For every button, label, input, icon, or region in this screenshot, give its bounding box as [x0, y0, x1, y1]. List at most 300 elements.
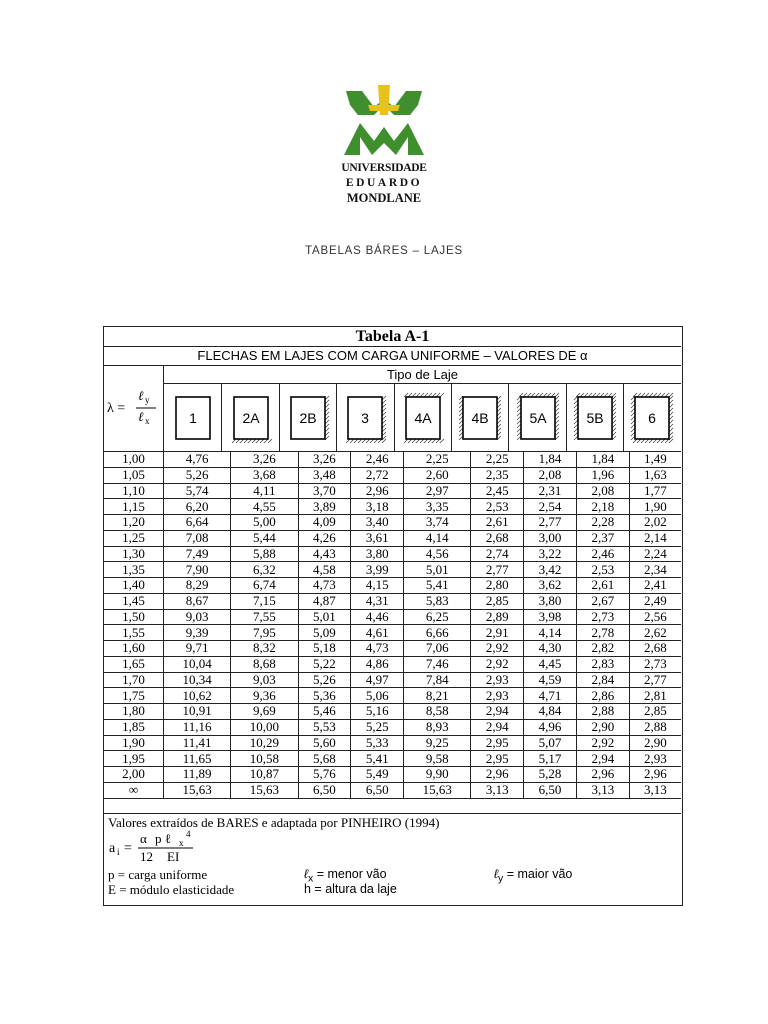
alpha-value-cell: 2,90: [576, 719, 629, 735]
alpha-value-cell: 4,46: [351, 609, 404, 625]
alpha-value-cell: 5,33: [351, 735, 404, 751]
alpha-value-cell: 2,46: [351, 452, 404, 468]
alpha-value-cell: 2,73: [576, 609, 629, 625]
alpha-value-cell: 1,84: [524, 452, 577, 468]
alpha-value-cell: 2,92: [576, 735, 629, 751]
alpha-value-cell: 5,49: [351, 767, 404, 783]
lambda-value-cell: 1,85: [104, 719, 164, 735]
slab-type-label: 6: [648, 410, 657, 426]
alpha-value-cell: 4,87: [298, 593, 351, 609]
alpha-value-cell: 3,68: [231, 467, 298, 483]
alpha-value-cell: 9,58: [404, 751, 471, 767]
alpha-value-cell: 4,73: [298, 578, 351, 594]
alpha-value-cell: 4,56: [404, 546, 471, 562]
alpha-value-cell: 2,73: [629, 656, 681, 672]
alpha-value-cell: 2,77: [629, 672, 681, 688]
alpha-value-cell: 4,73: [351, 641, 404, 657]
alpha-value-cell: 9,69: [231, 704, 298, 720]
lambda-value-cell: 1,10: [104, 483, 164, 499]
lambda-value-cell: ∞: [104, 782, 164, 798]
alpha-value-cell: 5,09: [298, 625, 351, 641]
alpha-value-cell: 9,71: [164, 641, 231, 657]
table-row: [104, 782, 681, 798]
alpha-value-cell: 2,93: [629, 751, 681, 767]
alpha-value-cell: 2,85: [471, 593, 524, 609]
alpha-value-cell: 3,13: [576, 782, 629, 798]
lambda-num-sub: y: [145, 395, 150, 405]
alpha-value-cell: 4,45: [524, 656, 577, 672]
alpha-value-cell: 8,32: [231, 641, 298, 657]
slab-type-label: 4A: [414, 410, 432, 426]
lambda-value-cell: 1,60: [104, 641, 164, 657]
table-row: [104, 735, 681, 751]
alpha-value-cell: 2,62: [629, 625, 681, 641]
table-row: [104, 562, 681, 578]
alpha-value-cell: 6,64: [164, 515, 231, 531]
alpha-value-cell: 9,25: [404, 735, 471, 751]
alpha-value-cell: 2,90: [629, 735, 681, 751]
deflection-table: [103, 326, 683, 906]
lambda-value-cell: 1,90: [104, 735, 164, 751]
alpha-value-cell: 9,03: [231, 672, 298, 688]
slab-diagram-icon: [457, 390, 503, 446]
alpha-value-cell: 5,25: [351, 719, 404, 735]
emblem-green-bottom: [344, 123, 424, 155]
alpha-value-cell: 7,15: [231, 593, 298, 609]
table-row: [104, 704, 681, 720]
legend-load: p = carga uniforme: [108, 867, 208, 882]
alpha-value-cell: 2,96: [471, 767, 524, 783]
alpha-value-cell: 2,81: [629, 688, 681, 704]
alpha-value-cell: 2,94: [471, 704, 524, 720]
table-row: [104, 688, 681, 704]
alpha-value-cell: 4,86: [351, 656, 404, 672]
alpha-value-cell: 2,97: [404, 483, 471, 499]
alpha-value-cell: 3,26: [298, 452, 351, 468]
alpha-value-cell: 1,90: [629, 499, 681, 515]
alpha-value-cell: 15,63: [231, 782, 298, 798]
alpha-value-cell: 3,70: [298, 483, 351, 499]
alpha-value-cell: 4,55: [231, 499, 298, 515]
lambda-value-cell: 1,25: [104, 530, 164, 546]
slab-type-5: [394, 384, 451, 452]
table-row: [104, 483, 681, 499]
alpha-value-cell: 5,16: [351, 704, 404, 720]
alpha-value-cell: 3,98: [524, 609, 577, 625]
alpha-value-cell: 2,28: [576, 515, 629, 531]
alpha-value-cell: 4,96: [524, 719, 577, 735]
table-row: [104, 452, 681, 468]
alpha-value-cell: 2,92: [471, 641, 524, 657]
alpha-value-cell: 5,06: [351, 688, 404, 704]
alpha-value-cell: 3,35: [404, 499, 471, 515]
alpha-value-cell: 5,60: [298, 735, 351, 751]
alpha-value-cell: 4,76: [164, 452, 231, 468]
table-row: [104, 767, 681, 783]
slab-type-label: 3: [361, 410, 370, 426]
alpha-value-cell: 5,01: [298, 609, 351, 625]
alpha-value-cell: 5,22: [298, 656, 351, 672]
table-row: [104, 499, 681, 515]
alpha-value-cell: 2,82: [576, 641, 629, 657]
alpha-value-cell: 2,35: [471, 467, 524, 483]
alpha-value-cell: 1,96: [576, 467, 629, 483]
formula-den-b: EI: [167, 849, 180, 864]
alpha-value-cell: 2,67: [576, 593, 629, 609]
alpha-value-cell: 4,15: [351, 578, 404, 594]
alpha-value-cell: 3,00: [524, 530, 577, 546]
lambda-value-cell: 1,35: [104, 562, 164, 578]
lambda-den: ℓ: [138, 409, 144, 424]
alpha-value-cell: 15,63: [164, 782, 231, 798]
slab-type-9: [623, 384, 680, 452]
alpha-value-cell: 2,86: [576, 688, 629, 704]
alpha-value-cell: 3,62: [524, 578, 577, 594]
alpha-value-cell: 1,63: [629, 467, 681, 483]
alpha-value-cell: 2,96: [629, 767, 681, 783]
lambda-value-cell: 2,00: [104, 767, 164, 783]
lambda-value-cell: 1,45: [104, 593, 164, 609]
alpha-value-cell: 6,66: [404, 625, 471, 641]
alpha-value-cell: 5,07: [524, 735, 577, 751]
legend-larger-text: = maior vão: [503, 867, 573, 881]
lambda-value-cell: 1,15: [104, 499, 164, 515]
alpha-value-cell: 2,84: [576, 672, 629, 688]
alpha-value-cell: 6,25: [404, 609, 471, 625]
alpha-value-cell: 2,94: [471, 719, 524, 735]
lambda-value-cell: 1,55: [104, 625, 164, 641]
alpha-value-cell: 4,30: [524, 641, 577, 657]
alpha-value-cell: 9,03: [164, 609, 231, 625]
alpha-value-cell: 4,14: [524, 625, 577, 641]
alpha-value-cell: 2,93: [471, 672, 524, 688]
table-footer: [104, 813, 681, 906]
alpha-value-cell: 7,95: [231, 625, 298, 641]
alpha-value-cell: 4,84: [524, 704, 577, 720]
alpha-value-cell: 2,25: [404, 452, 471, 468]
table-title: Tabela A-1: [355, 328, 430, 345]
lambda-value-cell: 1,95: [104, 751, 164, 767]
alpha-value-cell: 5,76: [298, 767, 351, 783]
alpha-value-cell: 5,36: [298, 688, 351, 704]
alpha-value-cell: 4,11: [231, 483, 298, 499]
university-logo: [334, 85, 434, 205]
lambda-value-cell: 1,20: [104, 515, 164, 531]
alpha-value-cell: 4,43: [298, 546, 351, 562]
lambda-value-cell: 1,30: [104, 546, 164, 562]
alpha-value-cell: 3,89: [298, 499, 351, 515]
emblem-gold-bar: [368, 105, 400, 111]
lambda-value-cell: 1,40: [104, 578, 164, 594]
slab-type-6: [451, 384, 508, 452]
alpha-value-cell: 6,50: [298, 782, 351, 798]
table-row: [104, 609, 681, 625]
alpha-value-cell: 7,08: [164, 530, 231, 546]
alpha-value-cell: 2,78: [576, 625, 629, 641]
alpha-value-cell: 4,71: [524, 688, 577, 704]
table-row: [104, 625, 681, 641]
table-row: [104, 751, 681, 767]
table-row: [104, 593, 681, 609]
formula-lhs: a: [109, 841, 116, 856]
alpha-value-cell: 11,16: [164, 719, 231, 735]
alpha-value-cell: 5,01: [404, 562, 471, 578]
document-title: TABELAS BÁRES – LAJES: [305, 245, 463, 257]
alpha-value-cell: 5,00: [231, 515, 298, 531]
alpha-value-cell: 4,31: [351, 593, 404, 609]
alpha-value-cell: 10,87: [231, 767, 298, 783]
slab-type-3: [279, 384, 336, 452]
alpha-value-cell: 7,84: [404, 672, 471, 688]
alpha-value-cell: 2,91: [471, 625, 524, 641]
slab-diagram-icon: [515, 390, 561, 446]
values-table: [104, 451, 681, 799]
alpha-value-cell: 2,53: [471, 499, 524, 515]
lambda-value-cell: 1,50: [104, 609, 164, 625]
alpha-value-cell: 4,09: [298, 515, 351, 531]
lambda-value-cell: 1,70: [104, 672, 164, 688]
table-subtitle: FLECHAS EM LAJES COM CARGA UNIFORME – VALORES DE α: [104, 346, 681, 365]
alpha-value-cell: 3,80: [524, 593, 577, 609]
alpha-value-cell: 2,54: [524, 499, 577, 515]
alpha-value-cell: 2,85: [629, 704, 681, 720]
alpha-value-cell: 2,02: [629, 515, 681, 531]
alpha-value-cell: 5,68: [298, 751, 351, 767]
alpha-value-cell: 2,80: [471, 578, 524, 594]
slab-type-1: [164, 384, 221, 452]
formula-alpha: α: [140, 831, 147, 846]
alpha-value-cell: 5,41: [351, 751, 404, 767]
slab-type-label: 5A: [529, 410, 547, 426]
lambda-value-cell: 1,65: [104, 656, 164, 672]
alpha-value-cell: 2,68: [629, 641, 681, 657]
alpha-value-cell: 2,89: [471, 609, 524, 625]
slab-type-header: Tipo de Laje: [164, 365, 681, 384]
alpha-value-cell: 10,91: [164, 704, 231, 720]
alpha-value-cell: 5,26: [164, 467, 231, 483]
alpha-value-cell: 7,90: [164, 562, 231, 578]
alpha-value-cell: 2,88: [629, 719, 681, 735]
lambda-value-cell: 1,75: [104, 688, 164, 704]
alpha-value-cell: 2,61: [576, 578, 629, 594]
alpha-value-cell: 6,50: [524, 782, 577, 798]
alpha-value-cell: 10,29: [231, 735, 298, 751]
alpha-value-cell: 2,31: [524, 483, 577, 499]
formula-num-sup: 4: [186, 830, 191, 839]
legend-larger-symbol: ℓ: [494, 867, 499, 881]
logo-text-mondlane: MONDLANE: [346, 191, 422, 205]
slab-type-7: [508, 384, 565, 452]
alpha-value-cell: 2,93: [471, 688, 524, 704]
alpha-value-cell: 3,13: [629, 782, 681, 798]
legend-smaller-sub: x: [308, 873, 314, 885]
alpha-value-cell: 2,92: [471, 656, 524, 672]
alpha-value-cell: 6,74: [231, 578, 298, 594]
slab-diagram-icon: [400, 390, 446, 446]
slab-type-4: [336, 384, 393, 452]
alpha-value-cell: 3,42: [524, 562, 577, 578]
alpha-value-cell: 2,45: [471, 483, 524, 499]
alpha-value-cell: 2,95: [471, 735, 524, 751]
legend-height: h = altura da laje: [304, 882, 397, 896]
lambda-value-cell: 1,80: [104, 704, 164, 720]
table-row: [104, 530, 681, 546]
logo-text-universidade: UNIVERSIDADE: [341, 162, 427, 174]
alpha-value-cell: 2,68: [471, 530, 524, 546]
alpha-value-cell: 15,63: [404, 782, 471, 798]
alpha-value-cell: 2,24: [629, 546, 681, 562]
lambda-formula: [106, 386, 162, 430]
alpha-value-cell: 5,74: [164, 483, 231, 499]
legend-smaller-text: = menor vão: [313, 867, 387, 881]
alpha-value-cell: 4,59: [524, 672, 577, 688]
lambda-header-cell: [104, 365, 164, 451]
alpha-value-cell: 5,17: [524, 751, 577, 767]
alpha-value-cell: 2,37: [576, 530, 629, 546]
formula-num: p ℓ: [155, 831, 171, 846]
table-row: [104, 672, 681, 688]
table-row: [104, 467, 681, 483]
alpha-value-cell: 3,48: [298, 467, 351, 483]
alpha-value-cell: 5,41: [404, 578, 471, 594]
alpha-value-cell: 2,18: [576, 499, 629, 515]
slab-diagram-icon: [228, 390, 274, 446]
alpha-value-cell: 2,14: [629, 530, 681, 546]
formula-num-sub: x: [179, 838, 184, 848]
alpha-value-cell: 2,74: [471, 546, 524, 562]
alpha-value-cell: 2,96: [576, 767, 629, 783]
alpha-value-cell: 3,74: [404, 515, 471, 531]
slab-type-label: 4B: [471, 410, 489, 426]
alpha-value-cell: 2,88: [576, 704, 629, 720]
alpha-value-cell: 2,83: [576, 656, 629, 672]
slab-diagram-icon: [170, 390, 216, 446]
alpha-value-cell: 4,26: [298, 530, 351, 546]
alpha-value-cell: 8,21: [404, 688, 471, 704]
lambda-value-cell: 1,00: [104, 452, 164, 468]
alpha-value-cell: 2,77: [524, 515, 577, 531]
alpha-value-cell: 5,83: [404, 593, 471, 609]
alpha-value-cell: 7,55: [231, 609, 298, 625]
alpha-value-cell: 10,62: [164, 688, 231, 704]
alpha-value-cell: 5,26: [298, 672, 351, 688]
alpha-value-cell: 5,46: [298, 704, 351, 720]
alpha-value-cell: 9,90: [404, 767, 471, 783]
slab-type-label: 1: [188, 410, 197, 426]
alpha-value-cell: 3,80: [351, 546, 404, 562]
legend-smaller-symbol: ℓ: [304, 867, 309, 881]
alpha-value-cell: 10,58: [231, 751, 298, 767]
alpha-value-cell: 11,41: [164, 735, 231, 751]
alpha-value-cell: 2,61: [471, 515, 524, 531]
slab-type-2: [221, 384, 278, 452]
alpha-value-cell: 8,29: [164, 578, 231, 594]
lambda-lhs: λ =: [107, 401, 126, 416]
alpha-value-cell: 2,60: [404, 467, 471, 483]
university-emblem-icon: [344, 85, 424, 157]
table-row: [104, 546, 681, 562]
legend-larger-sub: y: [498, 873, 504, 885]
lambda-value-cell: 1,05: [104, 467, 164, 483]
slab-type-label: 5B: [586, 410, 604, 426]
alpha-value-cell: 9,39: [164, 625, 231, 641]
alpha-value-cell: 5,28: [524, 767, 577, 783]
alpha-value-cell: 5,88: [231, 546, 298, 562]
alpha-value-cell: 3,13: [471, 782, 524, 798]
alpha-value-cell: 5,53: [298, 719, 351, 735]
table-row: [104, 578, 681, 594]
alpha-value-cell: 11,65: [164, 751, 231, 767]
lambda-num: ℓ: [138, 388, 144, 403]
formula-equals: =: [124, 841, 132, 856]
alpha-value-cell: 1,84: [576, 452, 629, 468]
slab-diagram-icon: [629, 390, 675, 446]
legend-elasticity: E = módulo elasticidade: [108, 882, 235, 897]
alpha-value-cell: 2,08: [576, 483, 629, 499]
alpha-value-cell: 2,08: [524, 467, 577, 483]
slab-type-label: 2A: [242, 410, 260, 426]
table-row: [104, 515, 681, 531]
alpha-value-cell: 6,50: [351, 782, 404, 798]
logo-text-eduardo: EDUARDO: [345, 177, 423, 189]
alpha-value-cell: 6,32: [231, 562, 298, 578]
slab-diagram-icon: [572, 390, 618, 446]
slab-type-8: [566, 384, 623, 452]
alpha-value-cell: 7,06: [404, 641, 471, 657]
alpha-value-cell: 8,58: [404, 704, 471, 720]
alpha-value-cell: 2,72: [351, 467, 404, 483]
emblem-green-left: [346, 91, 384, 115]
alpha-value-cell: 2,96: [351, 483, 404, 499]
alpha-value-cell: 1,49: [629, 452, 681, 468]
alpha-value-cell: 9,36: [231, 688, 298, 704]
alpha-value-cell: 3,26: [231, 452, 298, 468]
alpha-value-cell: 8,67: [164, 593, 231, 609]
alpha-value-cell: 7,46: [404, 656, 471, 672]
table-row: [104, 641, 681, 657]
alpha-value-cell: 4,14: [404, 530, 471, 546]
formula-lhs-sub: i: [117, 847, 120, 857]
alpha-value-cell: 3,61: [351, 530, 404, 546]
alpha-value-cell: 2,95: [471, 751, 524, 767]
alpha-value-cell: 3,99: [351, 562, 404, 578]
alpha-value-cell: 10,04: [164, 656, 231, 672]
alpha-value-cell: 4,97: [351, 672, 404, 688]
alpha-value-cell: 2,49: [629, 593, 681, 609]
alpha-value-cell: 7,49: [164, 546, 231, 562]
source-note: Valores extraídos de BARES e adaptada por PINHEIRO (1994): [108, 815, 440, 830]
slab-types-row: [164, 383, 681, 452]
emblem-green-right: [384, 91, 422, 115]
table-row: [104, 719, 681, 735]
alpha-value-cell: 10,00: [231, 719, 298, 735]
slab-diagram-icon: [342, 390, 388, 446]
alpha-value-cell: 2,94: [576, 751, 629, 767]
alpha-value-cell: 10,34: [164, 672, 231, 688]
alpha-value-cell: 2,25: [471, 452, 524, 468]
slab-diagram-icon: [285, 390, 331, 446]
alpha-value-cell: 2,46: [576, 546, 629, 562]
alpha-value-cell: 5,18: [298, 641, 351, 657]
alpha-value-cell: 2,56: [629, 609, 681, 625]
alpha-value-cell: 2,34: [629, 562, 681, 578]
slab-type-label: 2B: [299, 410, 317, 426]
alpha-value-cell: 11,89: [164, 767, 231, 783]
alpha-value-cell: 1,77: [629, 483, 681, 499]
alpha-value-cell: 3,40: [351, 515, 404, 531]
legend-larger-span: [494, 867, 572, 885]
alpha-value-cell: 2,77: [471, 562, 524, 578]
